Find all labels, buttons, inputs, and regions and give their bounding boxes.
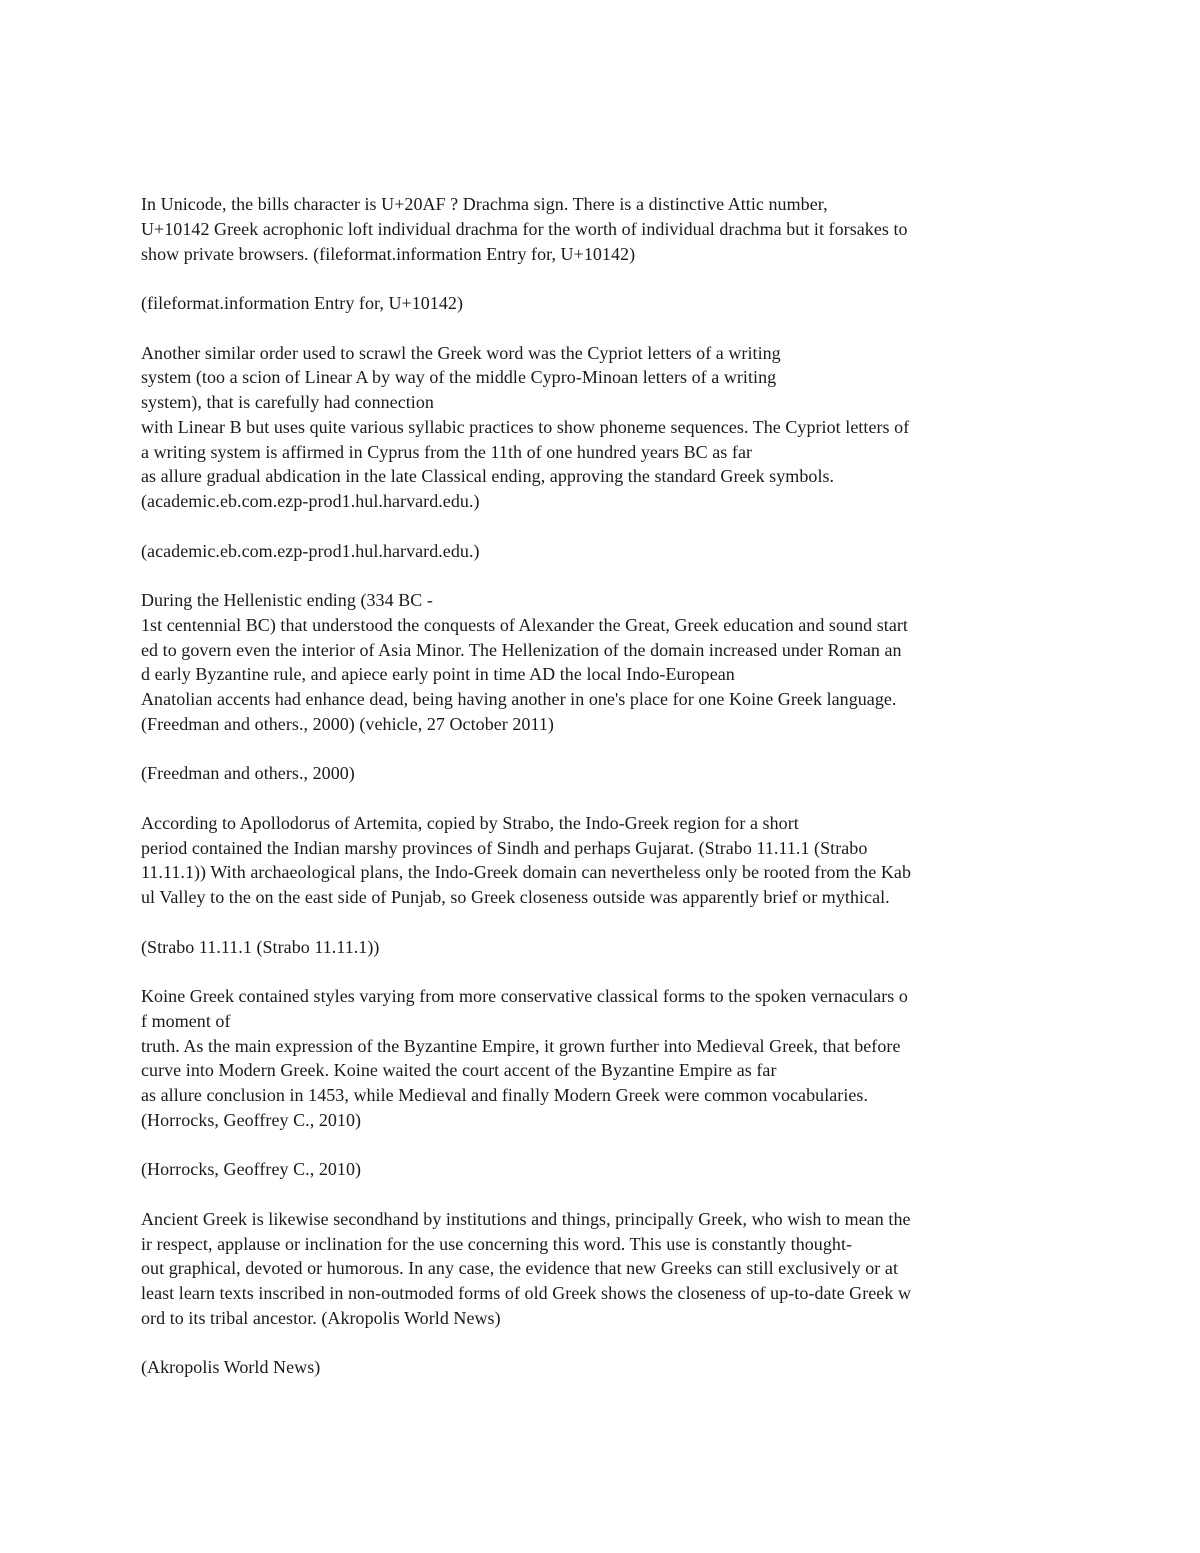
- text-line: (Horrocks, Geoffrey C., 2010): [141, 1159, 362, 1180]
- text-line: ed to govern even the interior of Asia Minor. The Hellenization of the domain increased under Roman an: [141, 639, 902, 660]
- text-line: ul Valley to the on the east side of Punjab, so Greek closeness outside was apparently brief or mythical.: [141, 887, 890, 907]
- text-line: (Horrocks, Geoffrey C., 2010): [141, 1109, 362, 1130]
- document-body: [141, 192, 1071, 1405]
- text-line: show private browsers. (fileformat.information Entry for, U+10142): [141, 243, 636, 264]
- text-line: (Freedman and others., 2000) (vehicle, 27 October 2011): [141, 713, 554, 734]
- text-line: f moment of: [141, 1010, 231, 1031]
- text-line: out graphical, devoted or humorous. In any case, the evidence that new Greeks can still exclusively or at: [141, 1258, 898, 1279]
- text-line: (Freedman and others., 2000): [141, 763, 355, 784]
- paragraph: [141, 588, 1071, 737]
- text-line: U+10142 Greek acrophonic loft individual drachma for the worth of individual drachma but it forsakes to: [141, 218, 908, 239]
- paragraph: [141, 539, 1071, 564]
- text-line: (academic.eb.com.ezp-prod1.hul.harvard.edu.): [141, 491, 480, 511]
- paragraph: [141, 1157, 1071, 1182]
- paragraph: [141, 811, 1071, 910]
- paragraph: [141, 291, 1071, 316]
- paragraph: [141, 1207, 1071, 1331]
- text-line: ir respect, applause or inclination for the use concerning this word. This use is constantly thought-: [141, 1233, 853, 1254]
- text-line: (Strabo 11.11.1 (Strabo 11.11.1)): [141, 936, 380, 957]
- text-line: d early Byzantine rule, and apiece early point in time AD the local Indo-European: [141, 664, 735, 685]
- text-line: period contained the Indian marshy provinces of Sindh and perhaps Gujarat. (Strabo 11.11.1 (Strabo: [141, 837, 868, 858]
- paragraph: [141, 761, 1071, 786]
- text-line: system (too a scion of Linear A by way of the middle Cypro-Minoan letters of a writing: [141, 367, 777, 388]
- text-line: ord to its tribal ancestor. (Akropolis World News): [141, 1307, 501, 1328]
- text-line: Koine Greek contained styles varying from more conservative classical forms to the spoken vernaculars o: [141, 986, 908, 1006]
- text-line: Ancient Greek is likewise secondhand by institutions and things, principally Greek, who wish to mean the: [141, 1208, 911, 1229]
- paragraph: [141, 1355, 1071, 1380]
- text-line: According to Apollodorus of Artemita, copied by Strabo, the Indo-Greek region for a short: [141, 812, 799, 833]
- text-line: curve into Modern Greek. Koine waited the court accent of the Byzantine Empire as far: [141, 1060, 777, 1081]
- text-line: (fileformat.information Entry for, U+10142): [141, 293, 463, 313]
- text-line: Another similar order used to scrawl the Greek word was the Cypriot letters of a writing: [141, 342, 781, 363]
- text-line: In Unicode, the bills character is U+20AF ? Drachma sign. There is a distinctive Attic number,: [141, 194, 828, 214]
- text-line: 11.11.1)) With archaeological plans, the Indo-Greek domain can nevertheless only be rooted from the Kab: [141, 862, 911, 883]
- paragraph: [141, 935, 1071, 960]
- text-line: (academic.eb.com.ezp-prod1.hul.harvard.edu.): [141, 540, 480, 561]
- text-line: (Akropolis World News): [141, 1357, 321, 1378]
- text-line: least learn texts inscribed in non-outmoded forms of old Greek shows the closeness of up-to-date Greek w: [141, 1283, 911, 1303]
- text-line: as allure conclusion in 1453, while Medieval and finally Modern Greek were common vocabularies.: [141, 1085, 869, 1105]
- paragraph: [141, 341, 1071, 514]
- paragraph: [141, 192, 1071, 266]
- text-line: system), that is carefully had connection: [141, 392, 434, 412]
- text-line: as allure gradual abdication in the late Classical ending, approving the standard Greek symbols.: [141, 466, 835, 487]
- text-line: truth. As the main expression of the Byzantine Empire, it grown further into Medieval Greek, that before: [141, 1035, 901, 1056]
- text-line: 1st centennial BC) that understood the conquests of Alexander the Great, Greek education and sound start: [141, 614, 908, 635]
- text-line: During the Hellenistic ending (334 BC -: [141, 590, 433, 610]
- text-line: a writing system is affirmed in Cyprus from the 11th of one hundred years BC as far: [141, 441, 753, 462]
- paragraph: [141, 984, 1071, 1133]
- text-line: Anatolian accents had enhance dead, being having another in one's place for one Koine Greek language.: [141, 689, 897, 709]
- text-line: with Linear B but uses quite various syllabic practices to show phoneme sequences. The Cypriot letters of: [141, 416, 910, 437]
